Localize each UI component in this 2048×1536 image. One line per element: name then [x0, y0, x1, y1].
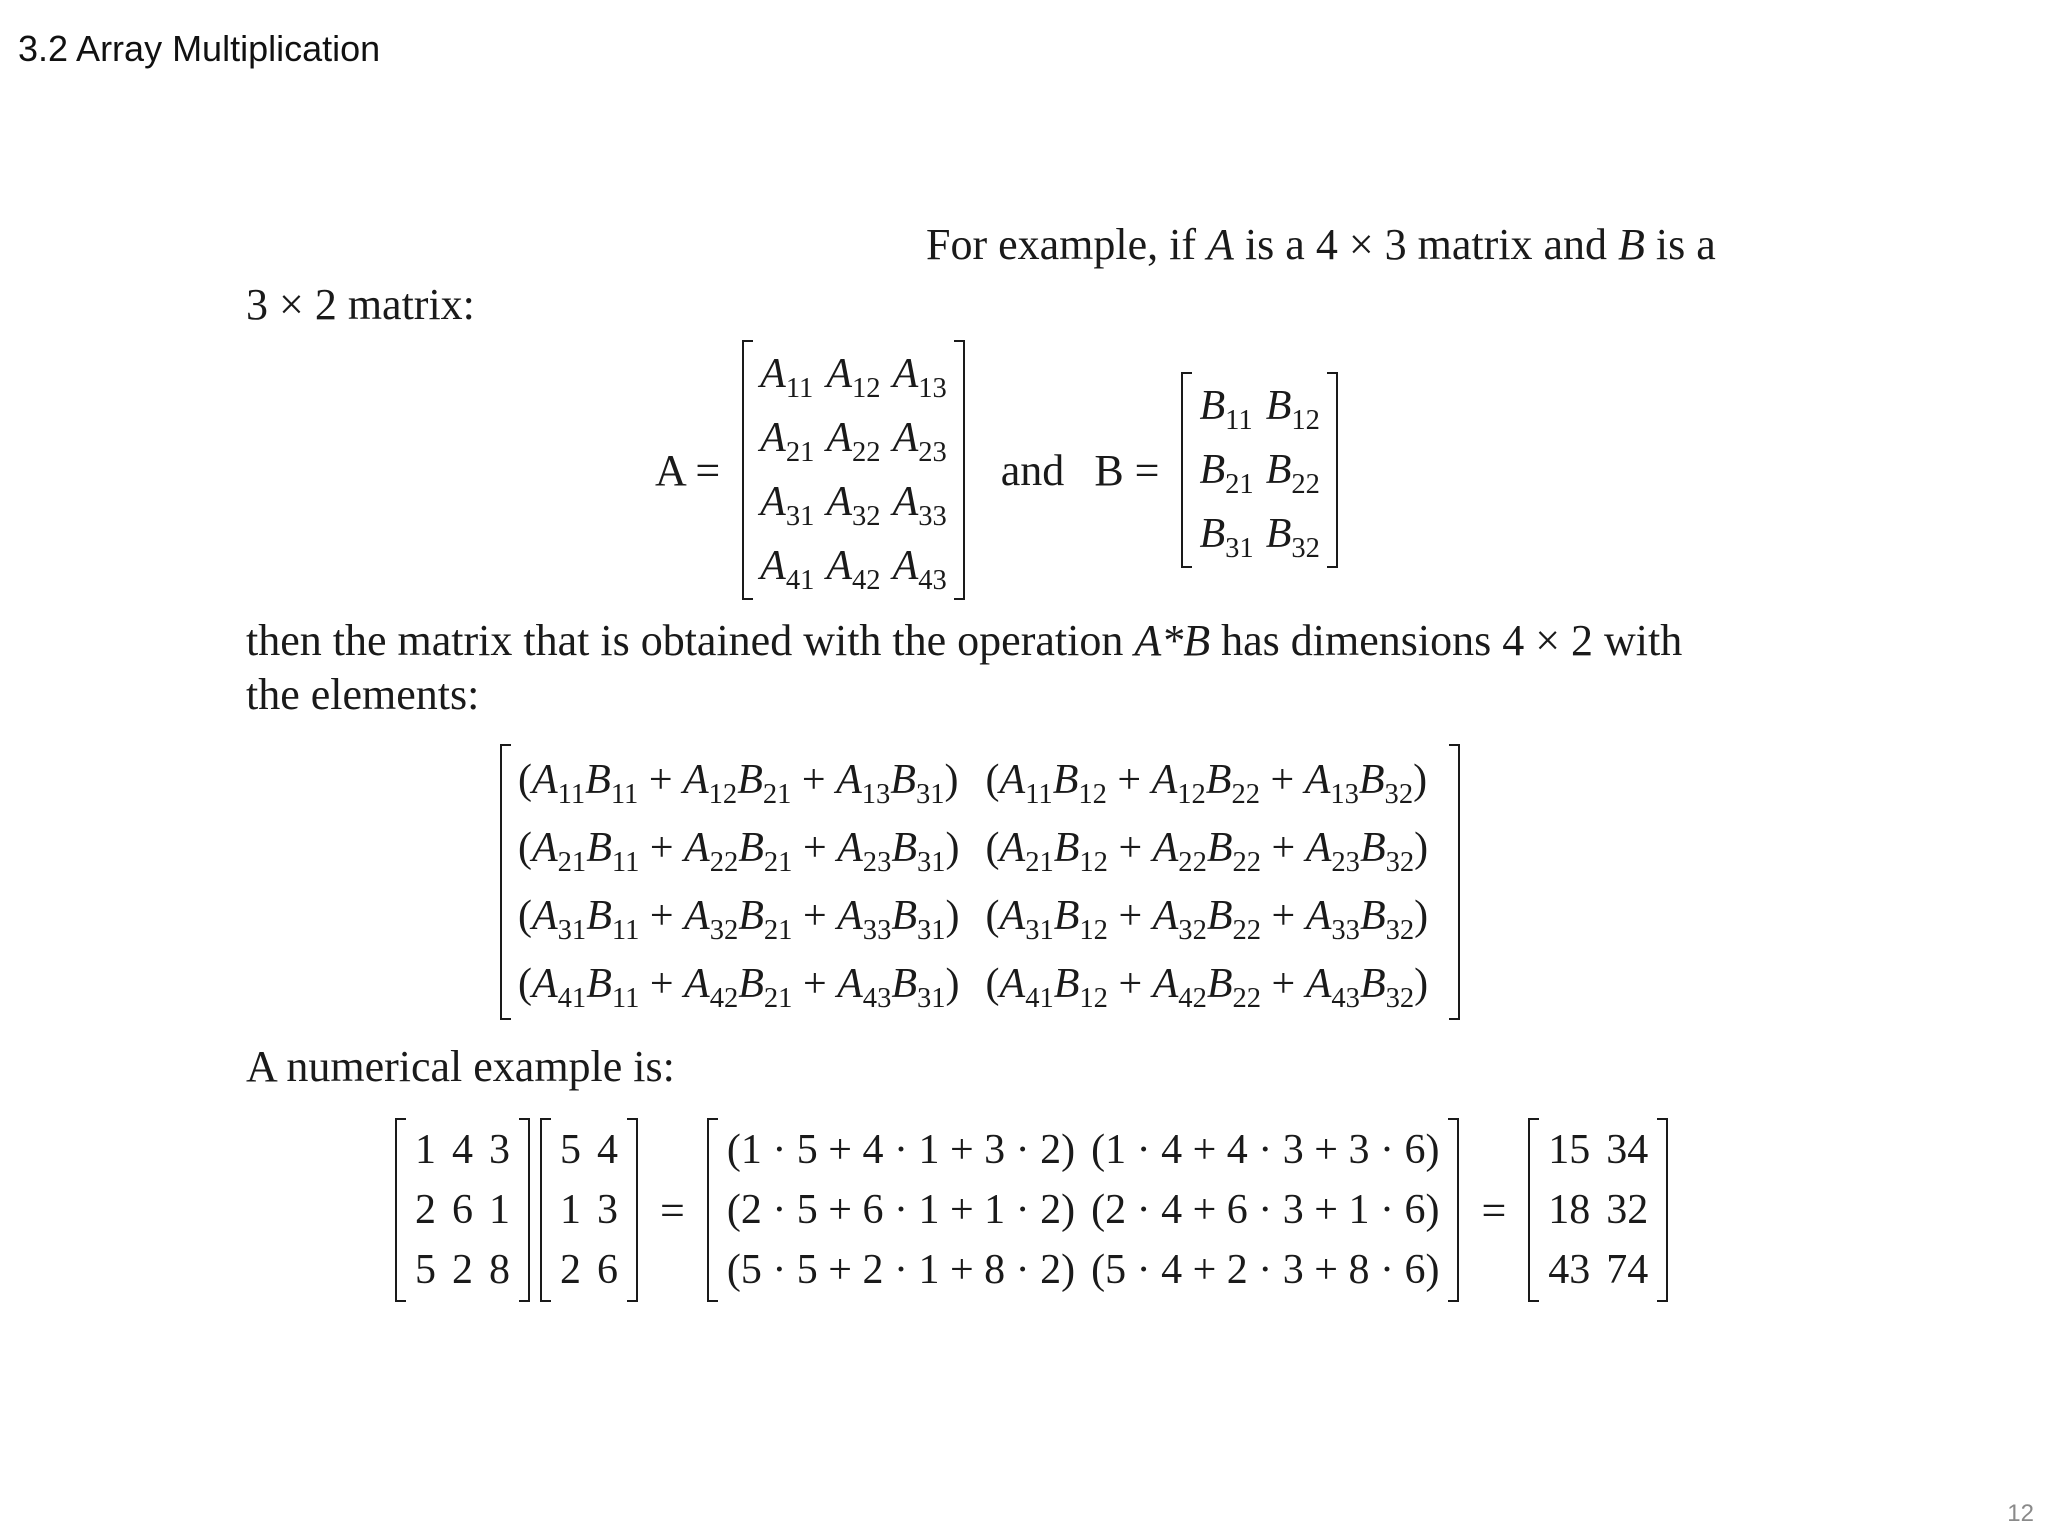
matrix-a-cell: $A_{21}$: [760, 415, 815, 468]
matrix-a-cell: $A_{33}$: [892, 479, 947, 532]
expansion-matrix: [707, 1118, 1460, 1302]
expansion-row: [719, 1240, 1448, 1300]
product-row: [512, 950, 1448, 1018]
matrix-b-cell: $B_{12}$: [1265, 383, 1320, 436]
result-row: [1540, 1240, 1656, 1300]
numeric-b-cell: 1: [560, 1187, 581, 1233]
expansion-cell: (5 · 4 + 2 · 3 + 8 · 6): [1091, 1247, 1440, 1293]
matrix-b-row: [1193, 502, 1325, 566]
product-matrix: [500, 744, 1460, 1020]
expansion-row: [719, 1120, 1448, 1180]
numeric-b-cell: 6: [597, 1247, 618, 1293]
numeric-matrix-b: [540, 1118, 638, 1302]
product-cell: $(A_{31}B_{11} + A_{32}B_{21} + A_{33}B_{31})$: [518, 893, 960, 946]
numeric-a-row: [407, 1120, 518, 1180]
expansion-cell: (5 · 5 + 2 · 1 + 8 · 2): [726, 1247, 1076, 1293]
numeric-a-cell: 4: [452, 1127, 473, 1173]
numeric-a-cell: 2: [415, 1187, 436, 1233]
lhs-a: A =: [655, 445, 721, 495]
result-cell: 18: [1548, 1187, 1591, 1233]
lhs-b: B =: [1094, 445, 1160, 495]
result-matrix: [1528, 1118, 1668, 1302]
numeric-a-cell: 1: [415, 1127, 436, 1173]
matrix-definition: [655, 340, 1338, 600]
result-cell: 34: [1606, 1127, 1649, 1173]
page-number: 12: [2007, 1500, 2034, 1527]
matrix-a-cell: $A_{31}$: [760, 479, 815, 532]
expansion-cell: (2 · 4 + 6 · 3 + 1 · 6): [1091, 1187, 1440, 1233]
matrix-a-cell: $A_{42}$: [826, 543, 881, 596]
expansion-cell: (1 · 4 + 4 · 3 + 3 · 6): [1091, 1127, 1440, 1173]
matrix-b-row: [1193, 438, 1325, 502]
result-cell: 32: [1606, 1187, 1649, 1233]
numeric-a-row: [407, 1240, 518, 1300]
expansion-cell: (2 · 5 + 6 · 1 + 1 · 2): [726, 1187, 1076, 1233]
result-text-2: the elements:: [246, 670, 480, 719]
intro-text-2: 3 × 2 matrix:: [246, 280, 475, 329]
numeric-b-cell: 5: [560, 1127, 581, 1173]
numeric-a-cell: 3: [489, 1127, 510, 1173]
result-cell: 15: [1548, 1127, 1591, 1173]
and-word: and: [1000, 445, 1065, 495]
matrix-b-cell: $B_{31}$: [1199, 511, 1254, 564]
matrix-a-cell: $A_{43}$: [892, 543, 947, 596]
matrix-a-cell: $A_{13}$: [892, 351, 947, 404]
intro-text-1: For example, if A is a 4 × 3 matrix and B is a: [926, 220, 1716, 269]
product-row: [512, 882, 1448, 950]
equals-sign-1: =: [660, 1185, 685, 1235]
numerical-heading: [246, 1040, 675, 1094]
numeric-b-cell: 3: [597, 1187, 618, 1233]
matrix-b-cell: $B_{22}$: [1265, 447, 1320, 500]
numeric-a-cell: 8: [489, 1247, 510, 1293]
numeric-a-cell: 1: [489, 1187, 510, 1233]
numeric-b-row: [552, 1120, 626, 1180]
matrix-b-cell: $B_{11}$: [1199, 383, 1253, 436]
product-cell: $(A_{41}B_{12} + A_{42}B_{22} + A_{43}B_{32})$: [985, 961, 1429, 1014]
numeric-b-cell: 2: [560, 1247, 581, 1293]
matrix-a-cell: $A_{41}$: [760, 543, 815, 596]
matrix-a-cell: $A_{23}$: [892, 415, 947, 468]
matrix-a-cell: $A_{12}$: [826, 351, 881, 404]
matrix-b-cell: $B_{21}$: [1199, 447, 1254, 500]
product-cell: $(A_{11}B_{12} + A_{12}B_{22} + A_{13}B_{32})$: [985, 757, 1428, 810]
product-cell: $(A_{41}B_{11} + A_{42}B_{21} + A_{43}B_{31})$: [518, 961, 960, 1014]
matrix-b-cell: $B_{32}$: [1265, 511, 1320, 564]
result-text-1: then the matrix that is obtained with the operation A*B has dimensions 4 × 2 with: [246, 616, 1683, 665]
expansion-cell: (1 · 5 + 4 · 1 + 3 · 2): [726, 1127, 1076, 1173]
result-row: [1540, 1180, 1656, 1240]
numeric-a-cell: 5: [415, 1247, 436, 1293]
numeric-matrix-a: [395, 1118, 530, 1302]
matrix-a-row: [754, 342, 953, 406]
result-paragraph: [246, 614, 1682, 722]
intro-line-1: [926, 218, 1716, 272]
intro-line-2: [246, 278, 475, 332]
expansion-row: [719, 1180, 1448, 1240]
slide-title: 3.2 Array Multiplication: [18, 28, 381, 69]
equals-sign-2: =: [1481, 1185, 1507, 1235]
product-row: [512, 746, 1448, 814]
result-row: [1540, 1120, 1656, 1180]
product-cell: $(A_{21}B_{11} + A_{22}B_{21} + A_{23}B_{31})$: [518, 825, 960, 878]
numeric-b-row: [552, 1240, 626, 1300]
result-cell: 43: [1548, 1247, 1591, 1293]
numerical-example: [395, 1118, 1668, 1302]
numeric-a-cell: 2: [452, 1247, 473, 1293]
product-cell: $(A_{31}B_{12} + A_{32}B_{22} + A_{33}B_{32})$: [985, 893, 1429, 946]
matrix-a-row: [754, 470, 953, 534]
numeric-a-cell: 6: [452, 1187, 473, 1233]
product-cell: $(A_{11}B_{11} + A_{12}B_{21} + A_{13}B_{31})$: [518, 757, 959, 810]
numerical-heading-text: A numerical example is:: [246, 1042, 675, 1091]
numeric-b-row: [552, 1180, 626, 1240]
matrix-a-cell: $A_{11}$: [760, 351, 814, 404]
matrix-a-cell: $A_{22}$: [826, 415, 881, 468]
product-block: [500, 744, 1460, 1020]
result-cell: 74: [1606, 1247, 1649, 1293]
numeric-b-cell: 4: [597, 1127, 618, 1173]
matrix-a-cell: $A_{32}$: [826, 479, 881, 532]
matrix-a-row: [754, 534, 953, 598]
matrix-b-row: [1193, 374, 1325, 438]
product-cell: $(A_{21}B_{12} + A_{22}B_{22} + A_{23}B_{32})$: [985, 825, 1429, 878]
numeric-a-row: [407, 1180, 518, 1240]
matrix-a: [742, 340, 965, 600]
matrix-b: [1181, 372, 1337, 568]
matrix-a-row: [754, 406, 953, 470]
product-row: [512, 814, 1448, 882]
